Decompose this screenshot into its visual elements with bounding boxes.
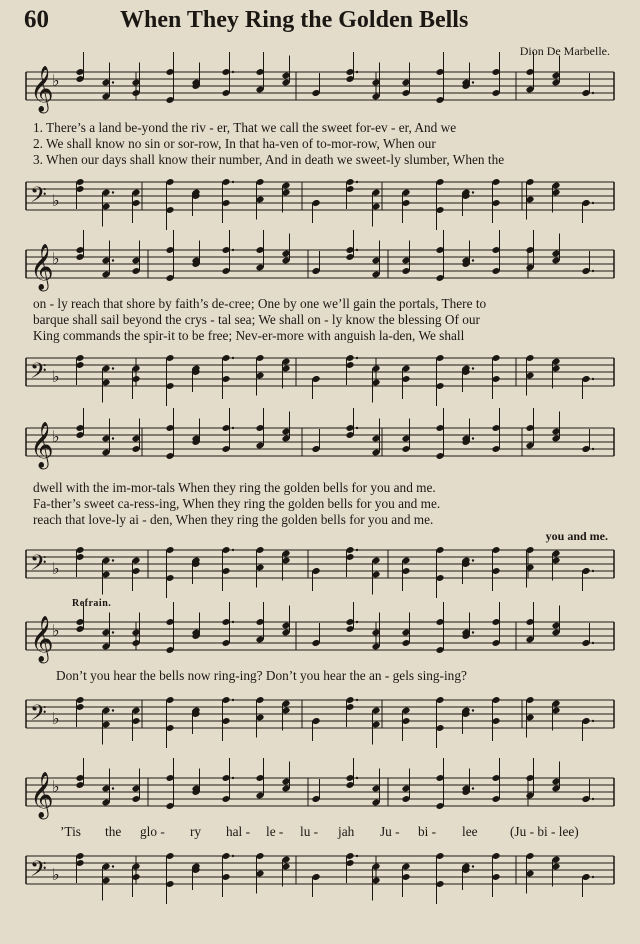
lyric-s1-v2: 2. We shall know no sin or sor-row, In that ha-ven of to-mor-row, When our [33,136,436,151]
svg-text:𝄢: 𝄢 [30,183,47,213]
staff-1-treble [0,62,640,118]
staff-4-bass [0,690,640,746]
you-and-me-label: you and me. [545,529,608,543]
svg-text:♭: ♭ [52,249,60,268]
lyric-s3-v2: Fa-ther’s sweet ca-ress-ing, When they ring the golden bells for you and me. [33,496,441,511]
svg-text:𝄢: 𝄢 [30,359,47,389]
svg-text:♭: ♭ [52,559,60,578]
svg-text:𝄢: 𝄢 [30,551,47,581]
svg-text:♭: ♭ [52,191,60,210]
staff-5-treble [0,768,640,824]
refrain-word: ry [190,824,202,839]
refrain-word: Ju - [380,824,400,839]
svg-text:♭: ♭ [52,777,60,796]
svg-text:♭: ♭ [52,621,60,640]
refrain-word: ’Tis [60,824,81,839]
svg-text:𝄞: 𝄞 [30,772,54,818]
svg-text:♭: ♭ [52,427,60,446]
hymn-number: 60 [24,6,49,33]
staff-3-bass [0,540,640,596]
svg-text:♭: ♭ [52,709,60,728]
staff-5-bass [0,846,640,902]
refrain-word: lu - [300,824,319,839]
svg-text:𝄢: 𝄢 [30,701,47,731]
lyric-s1-v1: 1. There’s a land be-yond the riv - er, That we call the sweet for-ev - er, And we [33,120,457,135]
refrain-label: Refrain. [72,598,112,609]
svg-text:𝄞: 𝄞 [30,66,54,112]
lyric-s2-v1: on - ly reach that shore by faith’s de-cree; One by one we’ll gain the portals, There to [33,296,487,311]
staff-2-treble [0,240,640,296]
svg-text:𝄞: 𝄞 [30,616,54,662]
lyric-s1-v3: 3. When our days shall know their number, And in death we sweet-ly slumber, When the [33,152,505,167]
svg-text:𝄢: 𝄢 [30,857,47,887]
lyric-s3-v1: dwell with the im-mor-tals When they ring the golden bells for you and me. [33,480,436,495]
refrain-word: hal - [226,824,250,839]
staff-2-bass [0,348,640,404]
refrain-word: the [105,824,122,839]
staff-1-bass [0,172,640,228]
lyric-refrain-1: Don’t you hear the bells now ring-ing? Don’t you hear the an - gels sing-ing? [56,668,467,683]
svg-text:♭: ♭ [52,71,60,90]
refrain-word: bi - [418,824,437,839]
lyric-s2-v3: King commands the spir-it to be free; Nev-er-more with anguish la-den, We shall [33,328,465,343]
svg-text:𝄞: 𝄞 [30,244,54,290]
staff-3-treble [0,418,640,474]
author-credit: Dion De Marbelle. [519,44,610,58]
svg-text:♭: ♭ [52,367,60,386]
svg-text:𝄞: 𝄞 [30,422,54,468]
svg-text:♭: ♭ [52,865,60,884]
refrain-word: jah [338,824,355,839]
refrain-word: (Ju - bi - lee) [510,824,579,839]
lyric-s3-v3: reach that love-ly ai - den, When they ring the golden bells for you and me. [33,512,434,527]
lyric-s2-v2: barque shall sail beyond the crys - tal sea; We shall on - ly know the blessing Of our [33,312,480,327]
hymn-title: When They Ring the Golden Bells [120,7,469,33]
staff-4-treble [0,612,640,668]
refrain-word: le - [266,824,284,839]
refrain-word: lee [462,824,478,839]
refrain-word: glo - [140,824,165,839]
